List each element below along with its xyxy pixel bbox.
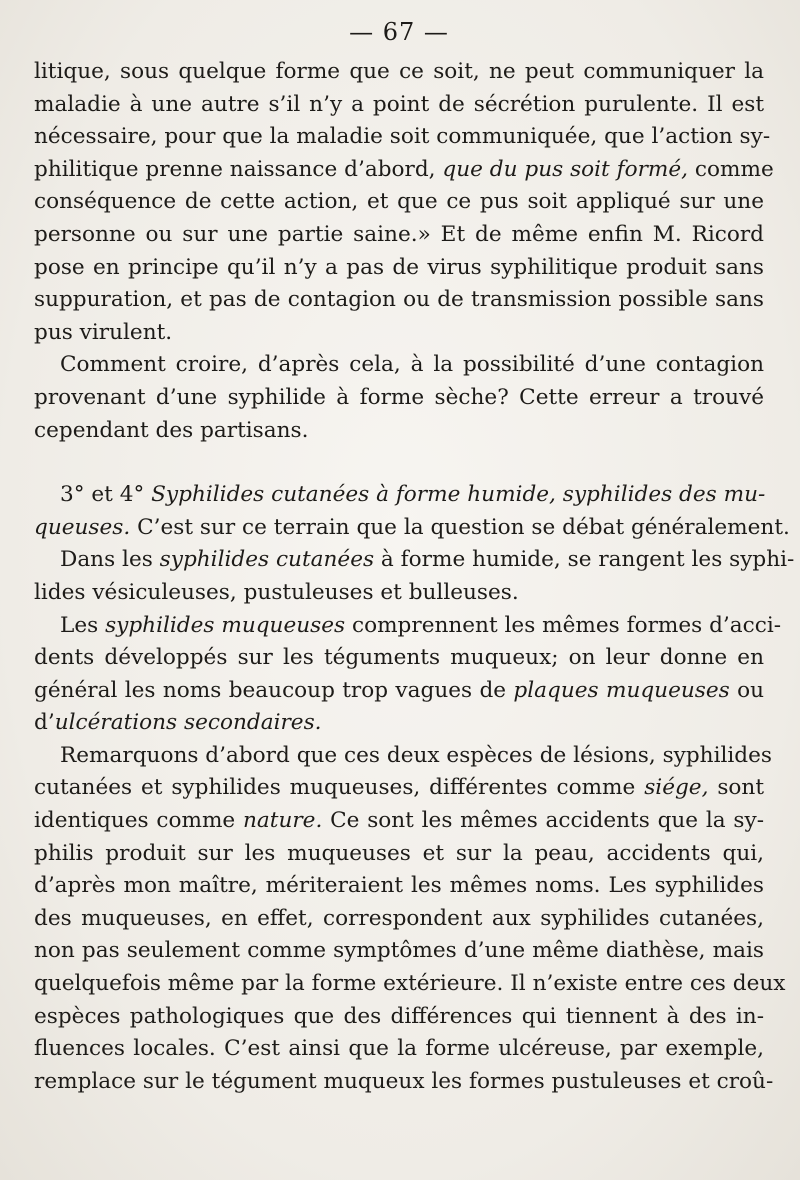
text-run: comme [688, 156, 774, 182]
text-line [34, 675, 764, 708]
text-line [34, 284, 764, 317]
text-run: pus virulent. [34, 319, 173, 345]
text-run: philis produit sur les muqueuses et sur la peau, accidents qui, [34, 840, 764, 866]
paragraph [34, 56, 774, 349]
text-run: à forme humide, se rangent les syphi- [374, 547, 795, 573]
text-line [34, 1066, 774, 1099]
text-run: espèces pathologiques que des différences qui tiennent à des in- [34, 1003, 764, 1029]
italic-text: Syphilides cutanées à forme humide, syphilides des mu- [151, 482, 766, 508]
text-run: quelquefois même par la forme extérieure. Il n’existe entre ces deux [34, 971, 786, 997]
text-line [34, 479, 764, 512]
text-run: Remarquons d’abord que ces deux espèces de lésions, syphilides [60, 742, 772, 768]
text-run: cependant des partisans. [34, 417, 309, 443]
italic-text: ulcérations secondaires. [54, 710, 322, 736]
text-run: d’après mon maître, mériteraient les mêmes noms. Les syphilides [34, 873, 764, 899]
text-line [34, 89, 764, 122]
paragraph [34, 479, 790, 544]
text-line [34, 577, 764, 610]
text-line [34, 349, 764, 382]
paragraph-gap [34, 447, 764, 479]
text-run: Dans les [60, 547, 160, 573]
text-run: personne ou sur une partie saine.» Et de même enfin M. Ricord [34, 221, 764, 247]
italic-text: syphilides muqueuses [105, 612, 346, 638]
page-number: — 67 — [349, 18, 449, 46]
text-line [34, 707, 764, 740]
italic-text: queuses. [34, 514, 131, 540]
italic-text: que du pus soit formé, [442, 156, 689, 182]
text-run: conséquence de cette action, et que ce pus soit appliqué sur une [34, 189, 764, 215]
text-line [34, 903, 764, 936]
text-run: d’ [34, 710, 55, 736]
paragraph [34, 544, 795, 609]
text-line [34, 219, 764, 252]
text-line [34, 512, 790, 545]
text-run: dents développés sur les téguments muqueux; on leur donne en [34, 645, 764, 671]
text-line [34, 772, 764, 805]
text-run: pose en principe qu’il n’y a pas de virus syphilitique produit sans [34, 254, 764, 280]
paragraph [34, 740, 786, 1099]
text-run: identiques comme [34, 808, 243, 834]
text-run: sont [708, 775, 765, 801]
text-line [34, 121, 771, 154]
text-run: ou [729, 677, 764, 703]
text-line [34, 935, 764, 968]
text-line [34, 805, 764, 838]
text-run: nécessaire, pour que la maladie soit communiquée, que l’action sy- [34, 124, 771, 150]
text-line [34, 56, 764, 89]
text-line [34, 382, 764, 415]
text-line [34, 186, 764, 219]
text-run: non pas seulement comme symptômes d’une même diathèse, mais [34, 938, 764, 964]
text-line [34, 317, 764, 350]
text-run: remplace sur le tégument muqueux les formes pustuleuses et croû- [34, 1068, 774, 1094]
text-line [34, 642, 764, 675]
paragraph [34, 349, 764, 447]
text-line [34, 1001, 764, 1034]
italic-text: plaques muqueuses [513, 677, 730, 703]
text-line [34, 415, 764, 448]
text-run: cutanées et syphilides muqueuses, différentes comme [34, 775, 645, 801]
book-page [34, 14, 795, 1098]
text-line [34, 870, 764, 903]
text-line [34, 610, 782, 643]
text-run: général les noms beaucoup trop vagues de [34, 677, 514, 703]
paragraph [34, 610, 782, 740]
text-run: Ce sont les mêmes accidents que la sy- [322, 808, 764, 834]
text-line [34, 544, 795, 577]
text-run: philitique prenne naissance d’abord, [34, 156, 443, 182]
italic-text: nature. [242, 808, 323, 834]
text-line [34, 968, 786, 1001]
body-text [34, 56, 795, 1098]
text-run: Comment croire, d’après cela, à la possibilité d’une contagion [60, 352, 764, 378]
text-run: 3° et 4° [60, 482, 152, 508]
text-run: suppuration, et pas de contagion ou de transmission possible sans [34, 287, 764, 313]
text-run: comprennent les mêmes formes d’acci- [345, 612, 782, 638]
text-run: lides vésiculeuses, pustuleuses et bulleuses. [34, 579, 519, 605]
italic-text: syphilides cutanées [159, 547, 375, 573]
text-line [34, 1033, 764, 1066]
text-line [34, 740, 772, 773]
text-line [34, 154, 774, 187]
text-line [34, 252, 764, 285]
text-run: litique, sous quelque forme que ce soit, ne peut communiquer la [34, 59, 764, 84]
italic-text: siége, [644, 775, 709, 801]
text-run: Les [60, 612, 106, 638]
text-run: provenant d’une syphilide à forme sèche? Cette erreur a trouvé [34, 384, 764, 410]
text-run: fluences locales. C’est ainsi que la forme ulcéreuse, par exemple, [34, 1036, 764, 1062]
text-line [34, 838, 764, 871]
text-run: maladie à une autre s’il n’y a point de sécrétion purulente. Il est [34, 91, 764, 117]
text-run: des muqueuses, en effet, correspondent aux syphilides cutanées, [34, 905, 764, 931]
text-run: C’est sur ce terrain que la question se débat généralement. [130, 514, 790, 540]
